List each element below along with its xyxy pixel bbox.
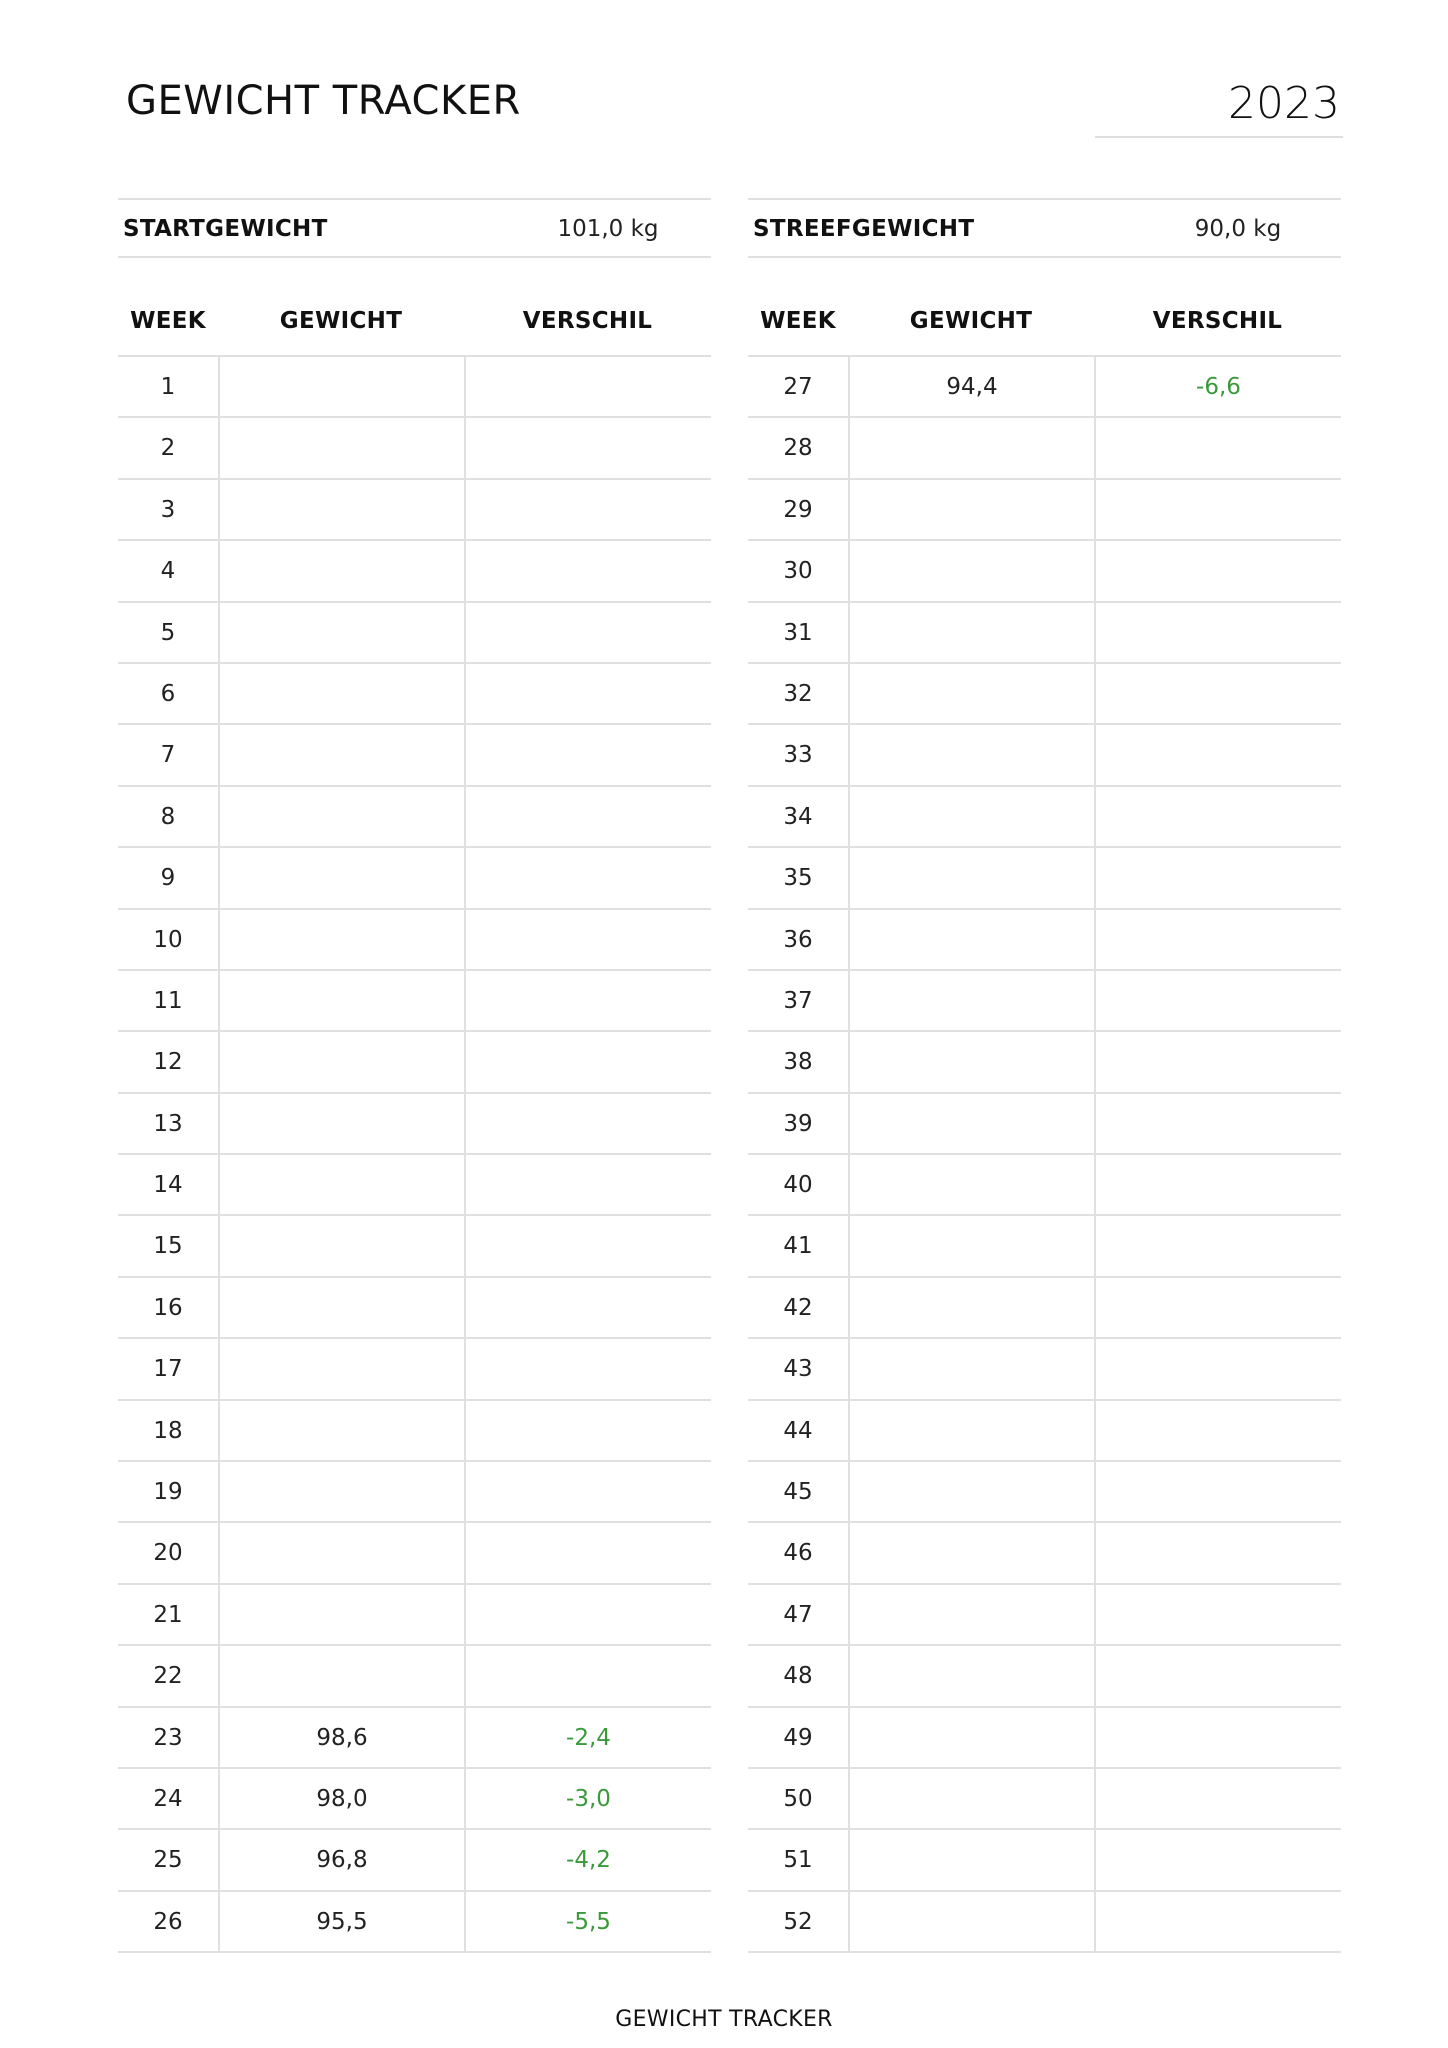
weight-cell[interactable] (218, 787, 464, 846)
weight-cell[interactable] (218, 1523, 464, 1582)
difference-cell[interactable] (464, 1401, 711, 1460)
start-weight-label: STARTGEWICHT (123, 216, 328, 242)
week-cell: 5 (160, 619, 176, 646)
table-header (118, 296, 711, 357)
week-cell: 15 (153, 1233, 183, 1260)
table-row (118, 725, 711, 786)
difference-cell[interactable]: -5,5 (464, 1892, 711, 1951)
table-row (748, 910, 1341, 971)
weight-cell[interactable] (848, 1278, 1094, 1337)
weight-cell[interactable]: 94,4 (848, 357, 1094, 416)
weight-cell[interactable] (218, 1339, 464, 1398)
table-row (748, 1339, 1341, 1400)
week-cell: 19 (153, 1479, 183, 1506)
table-row (748, 787, 1341, 848)
table-row (748, 1094, 1341, 1155)
weight-cell[interactable] (848, 1094, 1094, 1153)
weight-cell[interactable] (848, 1769, 1094, 1828)
weight-cell[interactable] (848, 603, 1094, 662)
difference-cell[interactable] (1094, 1278, 1341, 1337)
difference-cell[interactable] (1094, 1523, 1341, 1582)
weight-cell[interactable] (848, 1708, 1094, 1767)
goal-weight-row (748, 198, 1341, 258)
week-cell: 18 (153, 1417, 183, 1444)
weight-cell[interactable] (848, 1032, 1094, 1091)
weight-cell[interactable] (218, 480, 464, 539)
week-cell: 4 (160, 558, 176, 585)
weight-cell[interactable] (848, 1523, 1094, 1582)
table-row (748, 725, 1341, 786)
difference-cell[interactable] (1094, 418, 1341, 477)
table-row (748, 971, 1341, 1032)
table-row (748, 541, 1341, 602)
table-row (118, 848, 711, 909)
table-row (748, 1401, 1341, 1462)
week-cell: 24 (153, 1785, 183, 1812)
weight-cell[interactable] (218, 1216, 464, 1275)
weight-cell[interactable] (848, 1830, 1094, 1889)
weight-cell[interactable] (848, 1585, 1094, 1644)
difference-cell[interactable]: -2,4 (464, 1708, 711, 1767)
week-cell: 9 (160, 865, 176, 892)
start-weight-value[interactable]: 101,0 kg (557, 216, 659, 242)
week-cell: 17 (153, 1356, 183, 1383)
difference-cell[interactable] (464, 1646, 711, 1705)
table-row (118, 1708, 711, 1769)
difference-cell[interactable] (464, 1094, 711, 1153)
page-footer: GEWICHT TRACKER (615, 2007, 833, 2032)
week-cell: 48 (783, 1663, 813, 1690)
column-header-weight: GEWICHT (909, 308, 1033, 334)
table-row (748, 848, 1341, 909)
weight-cell[interactable] (218, 848, 464, 907)
tracker-panel-right (748, 198, 1341, 1953)
week-cell: 52 (783, 1908, 813, 1935)
difference-cell[interactable] (1094, 1094, 1341, 1153)
weight-cell[interactable] (848, 1339, 1094, 1398)
week-cell: 23 (153, 1724, 183, 1751)
week-cell: 43 (783, 1356, 813, 1383)
table-row (748, 1216, 1341, 1277)
weight-cell[interactable] (218, 1401, 464, 1460)
difference-cell[interactable] (1094, 1892, 1341, 1951)
week-cell: 33 (783, 742, 813, 769)
column-header-week: WEEK (760, 308, 836, 334)
week-cell: 11 (153, 987, 183, 1014)
table-row (748, 1830, 1341, 1891)
difference-cell[interactable] (1094, 664, 1341, 723)
week-cell: 51 (783, 1847, 813, 1874)
weight-cell[interactable] (218, 1278, 464, 1337)
weight-cell[interactable] (218, 725, 464, 784)
weight-cell[interactable] (848, 1155, 1094, 1214)
weight-cell[interactable] (218, 664, 464, 723)
week-cell: 40 (783, 1172, 813, 1199)
week-cell: 44 (783, 1417, 813, 1444)
table-row (748, 1278, 1341, 1339)
week-cell: 13 (153, 1110, 183, 1137)
table-row (748, 357, 1341, 418)
weight-cell[interactable] (848, 971, 1094, 1030)
week-cell: 25 (153, 1847, 183, 1874)
table-row (748, 603, 1341, 664)
week-cell: 26 (153, 1908, 183, 1935)
table-row (118, 910, 711, 971)
week-cell: 42 (783, 1294, 813, 1321)
week-cell: 30 (783, 558, 813, 585)
week-cell: 38 (783, 1049, 813, 1076)
week-cell: 41 (783, 1233, 813, 1260)
week-cell: 2 (160, 435, 176, 462)
week-cell: 16 (153, 1294, 183, 1321)
week-cell: 12 (153, 1049, 183, 1076)
difference-cell[interactable] (1094, 1339, 1341, 1398)
table-row (118, 357, 711, 418)
difference-cell[interactable] (464, 971, 711, 1030)
difference-cell[interactable] (1094, 541, 1341, 600)
column-header-week: WEEK (130, 308, 206, 334)
difference-cell[interactable] (1094, 1830, 1341, 1889)
week-cell: 45 (783, 1479, 813, 1506)
table-row (118, 541, 711, 602)
week-cell: 39 (783, 1110, 813, 1137)
table-row (118, 1216, 711, 1277)
table-row (118, 418, 711, 479)
weight-cell[interactable] (848, 910, 1094, 969)
difference-cell[interactable] (464, 787, 711, 846)
table-row (118, 1278, 711, 1339)
difference-cell[interactable] (464, 725, 711, 784)
weight-cell[interactable] (848, 787, 1094, 846)
difference-cell[interactable] (1094, 1769, 1341, 1828)
week-cell: 36 (783, 926, 813, 953)
difference-cell[interactable] (1094, 1462, 1341, 1521)
table-row (118, 1892, 711, 1953)
weight-cell[interactable] (848, 664, 1094, 723)
table-row (748, 1523, 1341, 1584)
table-row (748, 664, 1341, 725)
table-row (118, 1032, 711, 1093)
week-cell: 28 (783, 435, 813, 462)
weight-cell[interactable] (218, 418, 464, 477)
weight-cell[interactable] (218, 1094, 464, 1153)
difference-cell[interactable]: -3,0 (464, 1769, 711, 1828)
difference-cell[interactable] (1094, 1216, 1341, 1275)
table-row (118, 1769, 711, 1830)
difference-cell[interactable] (464, 541, 711, 600)
difference-cell[interactable] (464, 418, 711, 477)
table-row (748, 1646, 1341, 1707)
weight-cell[interactable] (218, 603, 464, 662)
week-cell: 20 (153, 1540, 183, 1567)
week-cell: 1 (160, 374, 176, 400)
difference-cell[interactable] (464, 603, 711, 662)
weight-table-body (748, 357, 1341, 1953)
weight-cell[interactable] (848, 1646, 1094, 1705)
difference-cell[interactable] (464, 664, 711, 723)
difference-cell[interactable] (464, 1155, 711, 1214)
table-row (118, 971, 711, 1032)
weight-cell[interactable] (218, 541, 464, 600)
table-row (118, 1523, 711, 1584)
table-row (118, 1585, 711, 1646)
weight-cell[interactable]: 96,8 (218, 1830, 464, 1889)
column-header-weight: GEWICHT (279, 308, 403, 334)
weight-cell[interactable]: 98,0 (218, 1769, 464, 1828)
week-cell: 49 (783, 1724, 813, 1751)
difference-cell[interactable] (1094, 480, 1341, 539)
difference-cell[interactable] (464, 848, 711, 907)
weight-cell[interactable]: 95,5 (218, 1892, 464, 1951)
weight-cell[interactable] (848, 418, 1094, 477)
table-row (748, 1585, 1341, 1646)
column-header-difference: VERSCHIL (1152, 308, 1283, 334)
table-row (748, 1769, 1341, 1830)
week-cell: 29 (783, 496, 813, 523)
goal-weight-label: STREEFGEWICHT (753, 216, 975, 242)
difference-cell[interactable]: -4,2 (464, 1830, 711, 1889)
weight-table-body (118, 357, 711, 1953)
difference-cell[interactable] (1094, 603, 1341, 662)
difference-cell[interactable] (1094, 787, 1341, 846)
table-row (118, 480, 711, 541)
table-row (748, 480, 1341, 541)
weight-cell[interactable] (218, 910, 464, 969)
weight-cell[interactable] (848, 480, 1094, 539)
table-row (118, 603, 711, 664)
difference-cell[interactable] (464, 910, 711, 969)
difference-cell[interactable]: -6,6 (1094, 357, 1341, 416)
weight-cell[interactable] (218, 357, 464, 416)
difference-cell[interactable] (1094, 848, 1341, 907)
weight-cell[interactable] (218, 1032, 464, 1091)
difference-cell[interactable] (464, 1462, 711, 1521)
difference-cell[interactable] (1094, 1708, 1341, 1767)
table-row (748, 418, 1341, 479)
table-row (118, 664, 711, 725)
weight-cell[interactable] (848, 725, 1094, 784)
difference-cell[interactable] (1094, 725, 1341, 784)
weight-cell[interactable] (848, 1892, 1094, 1951)
table-row (118, 1830, 711, 1891)
weight-cell[interactable] (848, 1401, 1094, 1460)
week-cell: 7 (160, 742, 176, 769)
weight-cell[interactable] (848, 541, 1094, 600)
weight-cell[interactable] (848, 1216, 1094, 1275)
week-cell: 47 (783, 1601, 813, 1628)
difference-cell[interactable] (1094, 910, 1341, 969)
page-title: GEWICHT TRACKER (126, 78, 521, 124)
difference-cell[interactable] (1094, 971, 1341, 1030)
week-cell: 34 (783, 803, 813, 830)
week-cell: 14 (153, 1172, 183, 1199)
difference-cell[interactable] (464, 1523, 711, 1582)
table-row (748, 1155, 1341, 1216)
year-underline (1095, 136, 1343, 138)
week-cell: 10 (153, 926, 183, 953)
difference-cell[interactable] (464, 1585, 711, 1644)
table-row (748, 1462, 1341, 1523)
weight-cell[interactable] (848, 1462, 1094, 1521)
week-cell: 37 (783, 987, 813, 1014)
difference-cell[interactable] (464, 1278, 711, 1337)
difference-cell[interactable] (1094, 1401, 1341, 1460)
goal-weight-value[interactable]: 90,0 kg (1194, 216, 1282, 242)
week-cell: 31 (783, 619, 813, 646)
weight-cell[interactable] (218, 1462, 464, 1521)
week-cell: 32 (783, 680, 813, 707)
weight-cell[interactable] (848, 848, 1094, 907)
week-cell: 8 (160, 803, 176, 830)
year-value[interactable]: 2023 (1228, 78, 1340, 129)
difference-cell[interactable] (1094, 1032, 1341, 1091)
column-header-difference: VERSCHIL (522, 308, 653, 334)
difference-cell[interactable] (1094, 1585, 1341, 1644)
table-row (748, 1892, 1341, 1953)
difference-cell[interactable] (1094, 1155, 1341, 1214)
week-cell: 46 (783, 1540, 813, 1567)
table-header (748, 296, 1341, 357)
table-row (118, 1401, 711, 1462)
table-row (748, 1032, 1341, 1093)
week-cell: 27 (783, 374, 813, 400)
tracker-panel-left (118, 198, 711, 1953)
difference-cell[interactable] (464, 1216, 711, 1275)
weight-cell[interactable] (218, 1155, 464, 1214)
weight-cell[interactable] (218, 971, 464, 1030)
table-row (118, 1339, 711, 1400)
table-row (118, 1155, 711, 1216)
week-cell: 21 (153, 1601, 183, 1628)
weight-cell[interactable] (218, 1585, 464, 1644)
week-cell: 50 (783, 1785, 813, 1812)
difference-cell[interactable] (464, 1032, 711, 1091)
table-row (118, 1094, 711, 1155)
difference-cell[interactable] (464, 1339, 711, 1398)
weight-cell[interactable]: 98,6 (218, 1708, 464, 1767)
difference-cell[interactable] (464, 357, 711, 416)
week-cell: 35 (783, 865, 813, 892)
difference-cell[interactable] (464, 480, 711, 539)
table-row (118, 1646, 711, 1707)
table-row (118, 787, 711, 848)
difference-cell[interactable] (1094, 1646, 1341, 1705)
start-weight-row (118, 198, 711, 258)
week-cell: 22 (153, 1663, 183, 1690)
weight-cell[interactable] (218, 1646, 464, 1705)
week-cell: 3 (160, 496, 176, 523)
table-row (118, 1462, 711, 1523)
week-cell: 6 (160, 680, 176, 707)
table-row (748, 1708, 1341, 1769)
